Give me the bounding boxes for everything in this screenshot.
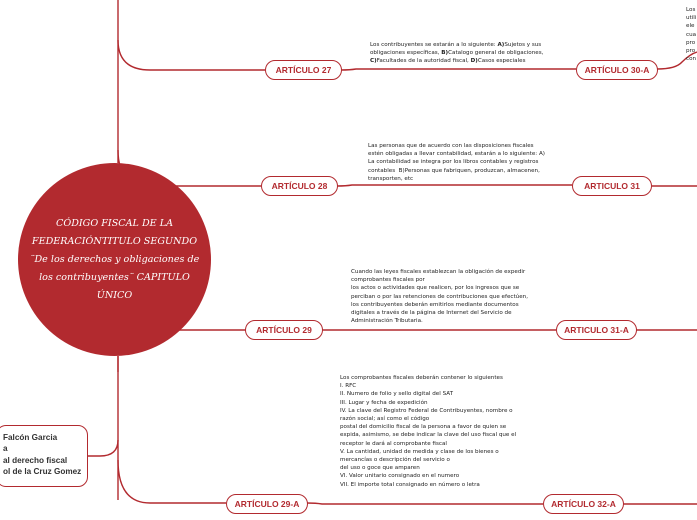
central-topic[interactable] [18, 163, 211, 356]
author-line-2: a [3, 444, 8, 454]
author-line-1: Falcón Garcia [3, 433, 58, 442]
author-line-3: al derecho fiscal [3, 455, 68, 465]
node-articulo-29a[interactable]: ARTÍCULO 29-A [226, 494, 308, 514]
line-art28-art31 [337, 185, 572, 186]
node-articulo-27[interactable]: ARTÍCULO 27 [265, 60, 342, 80]
line-author [88, 440, 118, 456]
author-line-4: ol de la Cruz Gomez [3, 466, 82, 476]
branch-art29a [118, 460, 226, 503]
node-articulo-31[interactable]: ARTICULO 31 [572, 176, 652, 196]
author-box[interactable] [0, 425, 88, 487]
line-art27-art30a [341, 69, 576, 70]
line-art29a-art32a [307, 503, 543, 504]
central-topic-text: CÓDIGO FISCAL DE LA FEDERACIÓNTITULO SEGUNDO ¨De los derechos y obligaciones de los contribuyentes¨ CAPITULO ÚNICO [29, 217, 200, 301]
node-articulo-29[interactable]: ARTÍCULO 29 [245, 320, 323, 340]
node-articulo-31a[interactable]: ARTICULO 31-A [556, 320, 637, 340]
description-articulo-27: Los contribuyentes se estarán a lo siguiente: A)Sujetos y sus obligaciones específicas, B)Catalogo general de obligaciones, C)Facultades de la autoridad fiscal, D)Casos especiales [370, 42, 544, 65]
node-articulo-30a[interactable]: ARTÍCULO 30-A [576, 60, 658, 80]
description-articulo-30a-partial: Los utili ele cua pro pro con [686, 7, 697, 63]
description-articulo-29: Cuando las leyes fiscales establezcan la obligación de expedir comprobantes fiscales por los actos o actividades que realicen, por los ingresos que se perciban o por las retenciones de contribuciones que efectúen, los contribuyentes deberán emitirlos mediante documentos digitales a través de la página de Internet del Servicio de Administración Tributaria. [351, 269, 528, 325]
node-articulo-28[interactable]: ARTÍCULO 28 [261, 176, 338, 196]
branch-art27 [118, 40, 265, 70]
description-articulo-29a: Los comprobantes fiscales deberán contener lo siguientes I. RFC II. Numero de folio y sello digital del SAT III. Lugar y fecha de expedición IV. La clave del Registro Federal de Contribuyentes, nombre o razón social; así como el código postal del domicilio fiscal de la persona a favor de quien se expida, asimismo, se debe indicar la clave del uso fiscal que el receptor le dará al comprobante fiscal V. La cantidad, unidad de medida y clase de los bienes o mercancías o descripción del servicio o del uso o goce que amparen VI. Valor unitario consignado en el numero VII. El importe total consignado en número o letra [340, 375, 517, 488]
description-articulo-28: Las personas que de acuerdo con las disposiciones fiscales estén obligadas a llevar contabilidad, estarán a lo siguiente: A) La contabilidad se integra por los libros contables y registros contables B)Personas que fabriquen, produzcan, almacenen, transporten, etc [368, 143, 545, 182]
node-articulo-32a[interactable]: ARTÍCULO 32-A [543, 494, 624, 514]
